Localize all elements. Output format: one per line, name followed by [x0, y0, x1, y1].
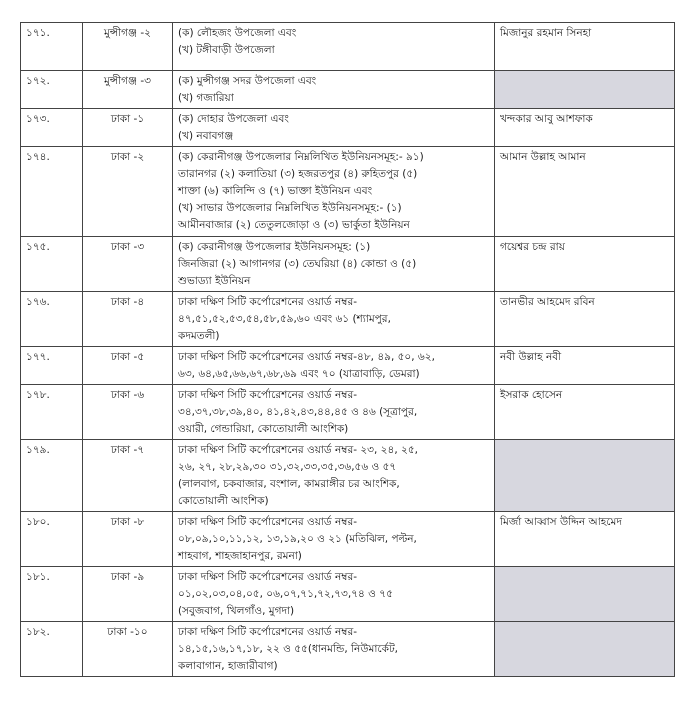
- area-line: ঢাকা দক্ষিণ সিটি কর্পোরেশনের ওয়ার্ড নম্বর- ২৩, ২৪, ২৫,: [178, 444, 418, 456]
- table-row: [21, 23, 675, 71]
- seat-number: ১৮১.: [21, 567, 83, 622]
- table-row: [21, 440, 675, 512]
- area-line: ঢাকা দক্ষিণ সিটি কর্পোরেশনের ওয়ার্ড নম্বর-৪৮, ৪৯, ৫০, ৬২,: [178, 351, 435, 363]
- area-line: (ক) মুন্সীগঞ্জ সদর উপজেলা এবং: [178, 75, 317, 87]
- area-line: শুভাড্যা ইউনিয়ন: [178, 275, 251, 287]
- area-line: (ক) কেরানীগঞ্জ উপজেলার ইউনিয়নসমূহ: (১): [178, 241, 371, 253]
- constituency-area: [173, 512, 495, 567]
- constituency-name: ঢাকা -১০: [83, 622, 173, 677]
- constituency-area: [173, 237, 495, 292]
- area-line: ঢাকা দক্ষিণ সিটি কর্পোরেশনের ওয়ার্ড নম্বর-: [178, 571, 358, 583]
- candidate-name-empty: [495, 440, 675, 512]
- area-line: ঢাকা দক্ষিণ সিটি কর্পোরেশনের ওয়ার্ড নম্বর-: [178, 516, 358, 528]
- area-line: (খ) গজারিয়া: [178, 92, 234, 104]
- seat-number: ১৭৯.: [21, 440, 83, 512]
- seat-number: ১৭১.: [21, 23, 83, 71]
- table-row: [21, 567, 675, 622]
- seat-number: ১৮০.: [21, 512, 83, 567]
- area-line: ঢাকা দক্ষিণ সিটি কর্পোরেশনের ওয়ার্ড নম্বর-: [178, 389, 358, 401]
- constituency-name: ঢাকা -৮: [83, 512, 173, 567]
- constituency-name: ঢাকা -৯: [83, 567, 173, 622]
- constituency-table-body: [21, 23, 675, 677]
- area-line: জিনজিরা (২) আগানগর (৩) তেঘরিয়া (৪) কোন্ডা ও (৫): [178, 258, 417, 270]
- table-row: [21, 109, 675, 147]
- constituency-name: ঢাকা -২: [83, 147, 173, 237]
- area-line: ০৮,০৯,১০,১১,১২, ১৩,১৯,২০ ও ২১ (মতিঝিল, পল্টন,: [178, 533, 417, 545]
- constituency-area: [173, 71, 495, 109]
- constituency-name: ঢাকা -৪: [83, 292, 173, 347]
- table-row: [21, 512, 675, 567]
- table-row: [21, 622, 675, 677]
- area-line: (সবুজবাগ, খিলগাঁও, মুগদা): [178, 605, 295, 617]
- area-line: আমীনবাজার (২) তেতুলজোড়া ও (৩) ভার্কুতা ইউনিয়ন: [178, 219, 410, 231]
- candidate-name: মির্জা আব্বাস উদ্দিন আহমেদ: [495, 512, 675, 567]
- table-row: [21, 237, 675, 292]
- area-line: ০১,০২,০৩,০৪,০৫, ০৬,০৭,৭১,৭২,৭৩,৭৪ ও ৭৫: [178, 588, 393, 600]
- area-line: (খ) নবাবগঞ্জ: [178, 130, 234, 142]
- document-page: [20, 22, 674, 677]
- constituency-area: [173, 567, 495, 622]
- area-line: ওয়ারী, গেন্ডারিয়া, কোতোয়ালী আংশিক): [178, 423, 349, 435]
- candidate-name: খন্দকার আবু আশফাক: [495, 109, 675, 147]
- area-line: কদমতলী): [178, 330, 220, 342]
- seat-number: ১৭৪.: [21, 147, 83, 237]
- constituency-area: [173, 147, 495, 237]
- constituency-name: ঢাকা -৫: [83, 347, 173, 385]
- candidate-name-empty: [495, 567, 675, 622]
- area-line: ৪৭,৫১,৫২,৫৩,৫৪,৫৮,৫৯,৬০ এবং ৬১ (শ্যামপুর,: [178, 313, 391, 325]
- constituency-area: [173, 292, 495, 347]
- candidate-name-empty: [495, 71, 675, 109]
- table-row: [21, 147, 675, 237]
- table-row: [21, 385, 675, 440]
- area-line: (লালবাগ, চকবাজার, বংশাল, কামরাঙ্গীর চর আংশিক,: [178, 478, 400, 490]
- area-line: শাক্তা (৬) কালিন্দি ও (৭) ভাক্তা ইউনিয়ন এবং: [178, 185, 373, 197]
- constituency-name: ঢাকা -১: [83, 109, 173, 147]
- constituency-area: [173, 23, 495, 71]
- candidate-name: মিজানুর রহমান সিনহা: [495, 23, 675, 71]
- candidate-name: আমান উল্লাহ আমান: [495, 147, 675, 237]
- area-line: কলাবাগান, হাজারীবাগ): [178, 660, 278, 672]
- constituency-table: [20, 22, 675, 677]
- seat-number: ১৭৮.: [21, 385, 83, 440]
- seat-number: ১৭৬.: [21, 292, 83, 347]
- constituency-area: [173, 385, 495, 440]
- seat-number: ১৭২.: [21, 71, 83, 109]
- area-line: শাহবাগ, শাহজাহানপুর, রমনা): [178, 550, 302, 562]
- area-line: ঢাকা দক্ষিণ সিটি কর্পোরেশনের ওয়ার্ড নম্বর-: [178, 296, 358, 308]
- constituency-area: [173, 109, 495, 147]
- area-line: ২৬, ২৭, ২৮,২৯,৩০ ৩১,৩২,৩৩,৩৫,৩৬,৫৬ ও ৫৭: [178, 461, 397, 473]
- candidate-name-empty: [495, 622, 675, 677]
- constituency-name: মুন্সীগঞ্জ -২: [83, 23, 173, 71]
- seat-number: ১৭৩.: [21, 109, 83, 147]
- area-line: ঢাকা দক্ষিণ সিটি কর্পোরেশনের ওয়ার্ড নম্বর-: [178, 626, 358, 638]
- area-line: ৬৩, ৬৪,৬৫,৬৬,৬৭,৬৮,৬৯ এবং ৭০ (যাত্রাবাড়ি, ডেমরা): [178, 368, 420, 380]
- candidate-name: নবী উল্লাহ নবী: [495, 347, 675, 385]
- table-row: [21, 71, 675, 109]
- area-line: (খ) টঙ্গীবাড়ী উপজেলা: [178, 44, 275, 56]
- area-line: কোতোয়ালী আংশিক): [178, 495, 269, 507]
- seat-number: ১৮২.: [21, 622, 83, 677]
- area-line: ৩৪,৩৭,৩৮,৩৯,৪০, ৪১,৪২,৪৩,৪৪,৪৫ ও ৪৬ (সূত্রাপুর,: [178, 406, 418, 418]
- constituency-name: ঢাকা -৬: [83, 385, 173, 440]
- constituency-area: [173, 622, 495, 677]
- area-line: তারানগর (২) কলাতিয়া (৩) হজরতপুর (৪) রুহিতপুর (৫): [178, 168, 418, 180]
- area-line: (ক) লৌহজং উপজেলা এবং: [178, 27, 297, 39]
- constituency-name: ঢাকা -৩: [83, 237, 173, 292]
- table-row: [21, 292, 675, 347]
- candidate-name: গয়েশ্বর চন্দ্র রায়: [495, 237, 675, 292]
- constituency-area: [173, 440, 495, 512]
- area-line: ১৪,১৫,১৬,১৭,১৮, ২২ ও ৫৫(ধানমন্ডি, নিউমার্কেট,: [178, 643, 399, 655]
- constituency-area: [173, 347, 495, 385]
- area-line: (ক) দোহার উপজেলা এবং: [178, 113, 289, 125]
- table-row: [21, 347, 675, 385]
- area-line: (ক) কেরানীগঞ্জ উপজেলার নিম্নলিখিত ইউনিয়নসমূহ:- ৯১): [178, 151, 424, 163]
- candidate-name: ইসরাক হোসেন: [495, 385, 675, 440]
- seat-number: ১৭৭.: [21, 347, 83, 385]
- seat-number: ১৭৫.: [21, 237, 83, 292]
- candidate-name: তানভীর আহমেদ রবিন: [495, 292, 675, 347]
- constituency-name: মুন্সীগঞ্জ -৩: [83, 71, 173, 109]
- area-line: (খ) সাভার উপজেলার নিম্নলিখিত ইউনিয়নসমূহ:- (১): [178, 202, 402, 214]
- constituency-name: ঢাকা -৭: [83, 440, 173, 512]
